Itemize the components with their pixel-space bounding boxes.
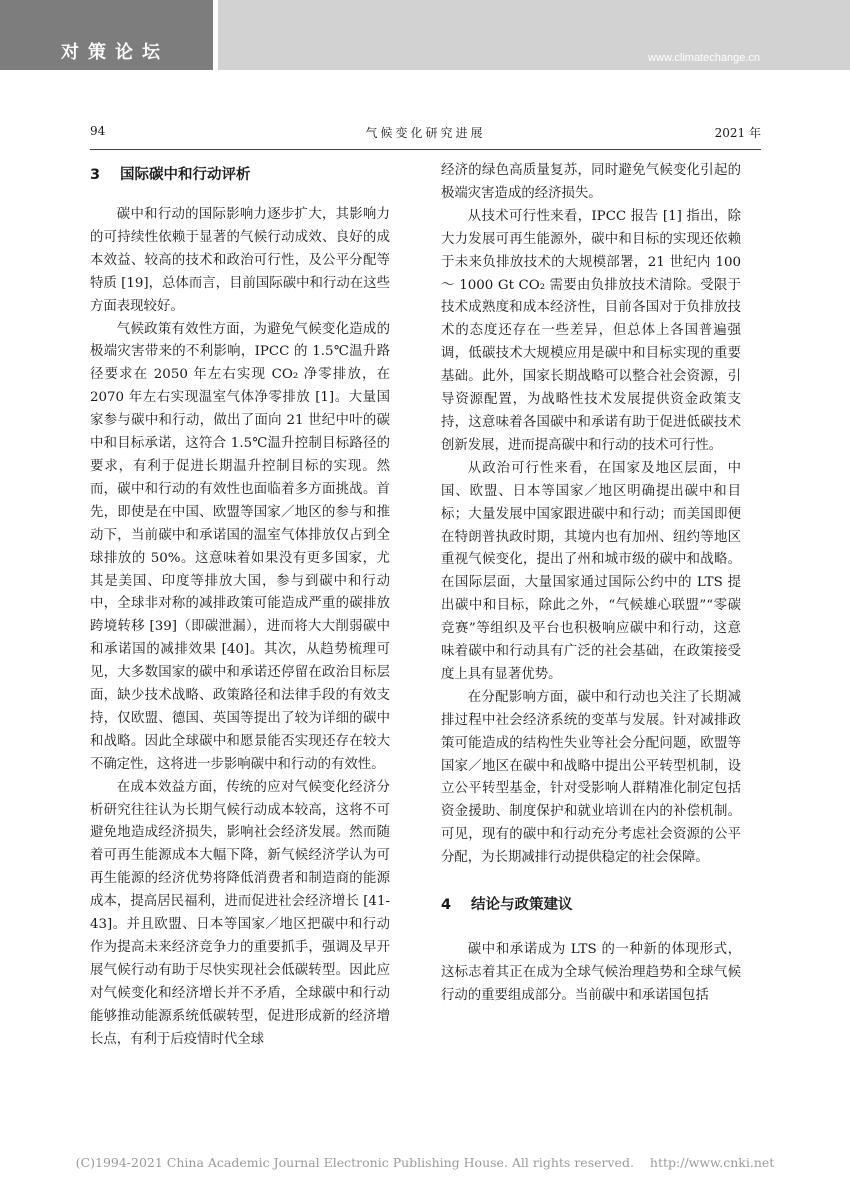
paragraph: 从政治可行性来看，在国家及地区层面，中国、欧盟、日本等国家／地区明确提出碳中和目标；大量发展中国家跟进碳中和行动；而美国即便在特朗普执政时期，其境内也有加州、纽约等地区重视气候变化，提出了州和城市级的碳中和战略。在国际层面，大量国家通过国际公约中的 LTS 提出碳中和目标，除此之外，“气候雄心联盟”“零碳竞赛”等组织及平台也积极响应碳中和行动，这意味着碳中和行动具有广泛的社会基础，在政策接受度上具有显著优势。 xyxy=(441,460,741,682)
section-number: 4 xyxy=(441,897,452,914)
section-heading-4 xyxy=(441,890,741,921)
section-spacer xyxy=(441,870,741,890)
journal-banner xyxy=(0,0,850,70)
heading-spacer xyxy=(90,191,390,204)
heading-spacer xyxy=(441,921,741,939)
publication-year: 2021 年 xyxy=(714,126,761,140)
paragraph: 在成本效益方面，传统的应对气候变化经济分析研究往往认为长期气候行动成本较高，这将不可避免地造成经济损失，影响社会经济发展。然而随着可再生能源成本大幅下降，新气候经济学认为可再生能源的经济优势将降低消费者和制造商的能源成本，提高居民福利，进而促进社会经济增长 [41-43]。并且欧盟、日本等国家／地区把碳中和行动作为提高未来经济竞争力的重要抓手，强调及早开展气候行动有助于尽快实现社会低碳转型。因此应对气候变化和经济增长并不矛盾，全球碳中和行动能够推动能源系统低碳转型，促进形成新的经济增长点，有利于后疫情时代全球 xyxy=(90,779,390,1047)
left-column xyxy=(90,160,390,1052)
cnki-link[interactable]: http://www.cnki.net xyxy=(649,1155,775,1170)
paragraph: 在分配影响方面，碳中和行动也关注了长期减排过程中社会经济系统的变革与发展。针对减排政策可能造成的结构性失业等社会分配问题，欧盟等国家／地区在碳中和战略中提出公平转型机制，设立公平转型基金，针对受影响人群精准化制定包括资金援助、制度保护和就业培训在内的补偿机制。可见，现有的碳中和行动充分考虑社会资源的公平分配，为长期减排行动提供稳定的社会保障。 xyxy=(441,689,741,866)
paragraph: 碳中和承诺成为 LTS 的一种新的体现形式，这标志着其正在成为全球气候治理趋势和全球气候行动的重要组成部分。当前碳中和承诺国包括 xyxy=(441,942,741,1003)
right-column xyxy=(441,160,741,1008)
site-url: www.climatechange.cn xyxy=(648,52,760,64)
section-number: 3 xyxy=(90,167,101,183)
banner-right-block xyxy=(218,0,850,70)
section-title: 国际碳中和行动评析 xyxy=(120,167,251,183)
paragraph: 气候政策有效性方面，为避免气候变化造成的极端灾害带来的不利影响，IPCC 的 1.5℃温升路径要求在 2050 年左右实现 CO₂ 净零排放，在 2070 年左右实现温室气体净零排放 [1]。大量国家参与碳中和行动，做出了面向 21 世纪中叶的碳中和目标承诺，这符合 1.5℃温升控制目标路径的要求，有利于促进长期温升控制目标的实现。然而，碳中和行动的有效性也面临着多方面挑战。首先，即使是在中国、欧盟等国家／地区的参与和推动下，当前碳中和承诺国的温室气体排放仅占到全球排放的 50%。这意味着如果没有更多国家，尤其是美国、印度等排放大国，参与到碳中和行动中，全球非对称的减排政策可能造成严重的碳排放跨境转移 [39]（即碳泄漏），进而将大大削弱碳中和承诺国的减排效果 [40]。其次，从趋势梳理可见，大多数国家的碳中和承诺还停留在政治目标层面，缺少技术战略、政策路径和法律手段的有效支持，仅欧盟、德国、英国等提出了较为详细的碳中和战略。因此全球碳中和愿景能否实现还存在较大不确定性，这将进一步影响碳中和行动的有效性。 xyxy=(90,321,390,772)
running-head xyxy=(90,124,761,144)
section-tag: 对策论坛 xyxy=(61,42,169,63)
banner-left-block xyxy=(0,0,213,70)
copyright-footer xyxy=(0,1155,850,1170)
header-rule xyxy=(90,149,761,150)
paragraph-continued: 经济的绿色高质量复苏，同时避免气候变化引起的极端灾害造成的经济损失。 xyxy=(441,163,741,201)
paragraph: 从技术可行性来看，IPCC 报告 [1] 指出，除大力发展可再生能源外，碳中和目标的实现还依赖于未来负排放技术的大规模部署，21 世纪内 100 ～ 1000 Gt CO₂ 需要由负排放技术清除。受限于技术成熟度和成本经济性，目前各国对于负排放技术的态度还存在一些差异，但总体上各国普遍强调，低碳技术大规模应用是碳中和目标实现的重要基础。此外，国家长期战略可以整合社会资源，引导资源配置，为战略性技术发展提供资金政策支持，这意味着各国碳中和承诺有助于促进低碳技术创新发展，进而提高碳中和行动的技术可行性。 xyxy=(441,208,741,453)
journal-title: 气候变化研究进展 xyxy=(365,126,486,140)
section-heading-3 xyxy=(90,160,390,191)
section-title: 结论与政策建议 xyxy=(471,897,573,914)
copyright-text: (C)1994-2021 China Academic Journal Electronic Publishing House. All rights reserved. xyxy=(75,1155,634,1170)
paragraph: 碳中和行动的国际影响力逐步扩大，其影响力的可持续性依赖于显著的气候行动成效、良好的成本效益、较高的技术和政治可行性，及公平分配等特质 [19]，总体而言，目前国际碳中和行动在这些方面表现较好。 xyxy=(90,207,390,314)
page-number: 94 xyxy=(90,124,106,138)
